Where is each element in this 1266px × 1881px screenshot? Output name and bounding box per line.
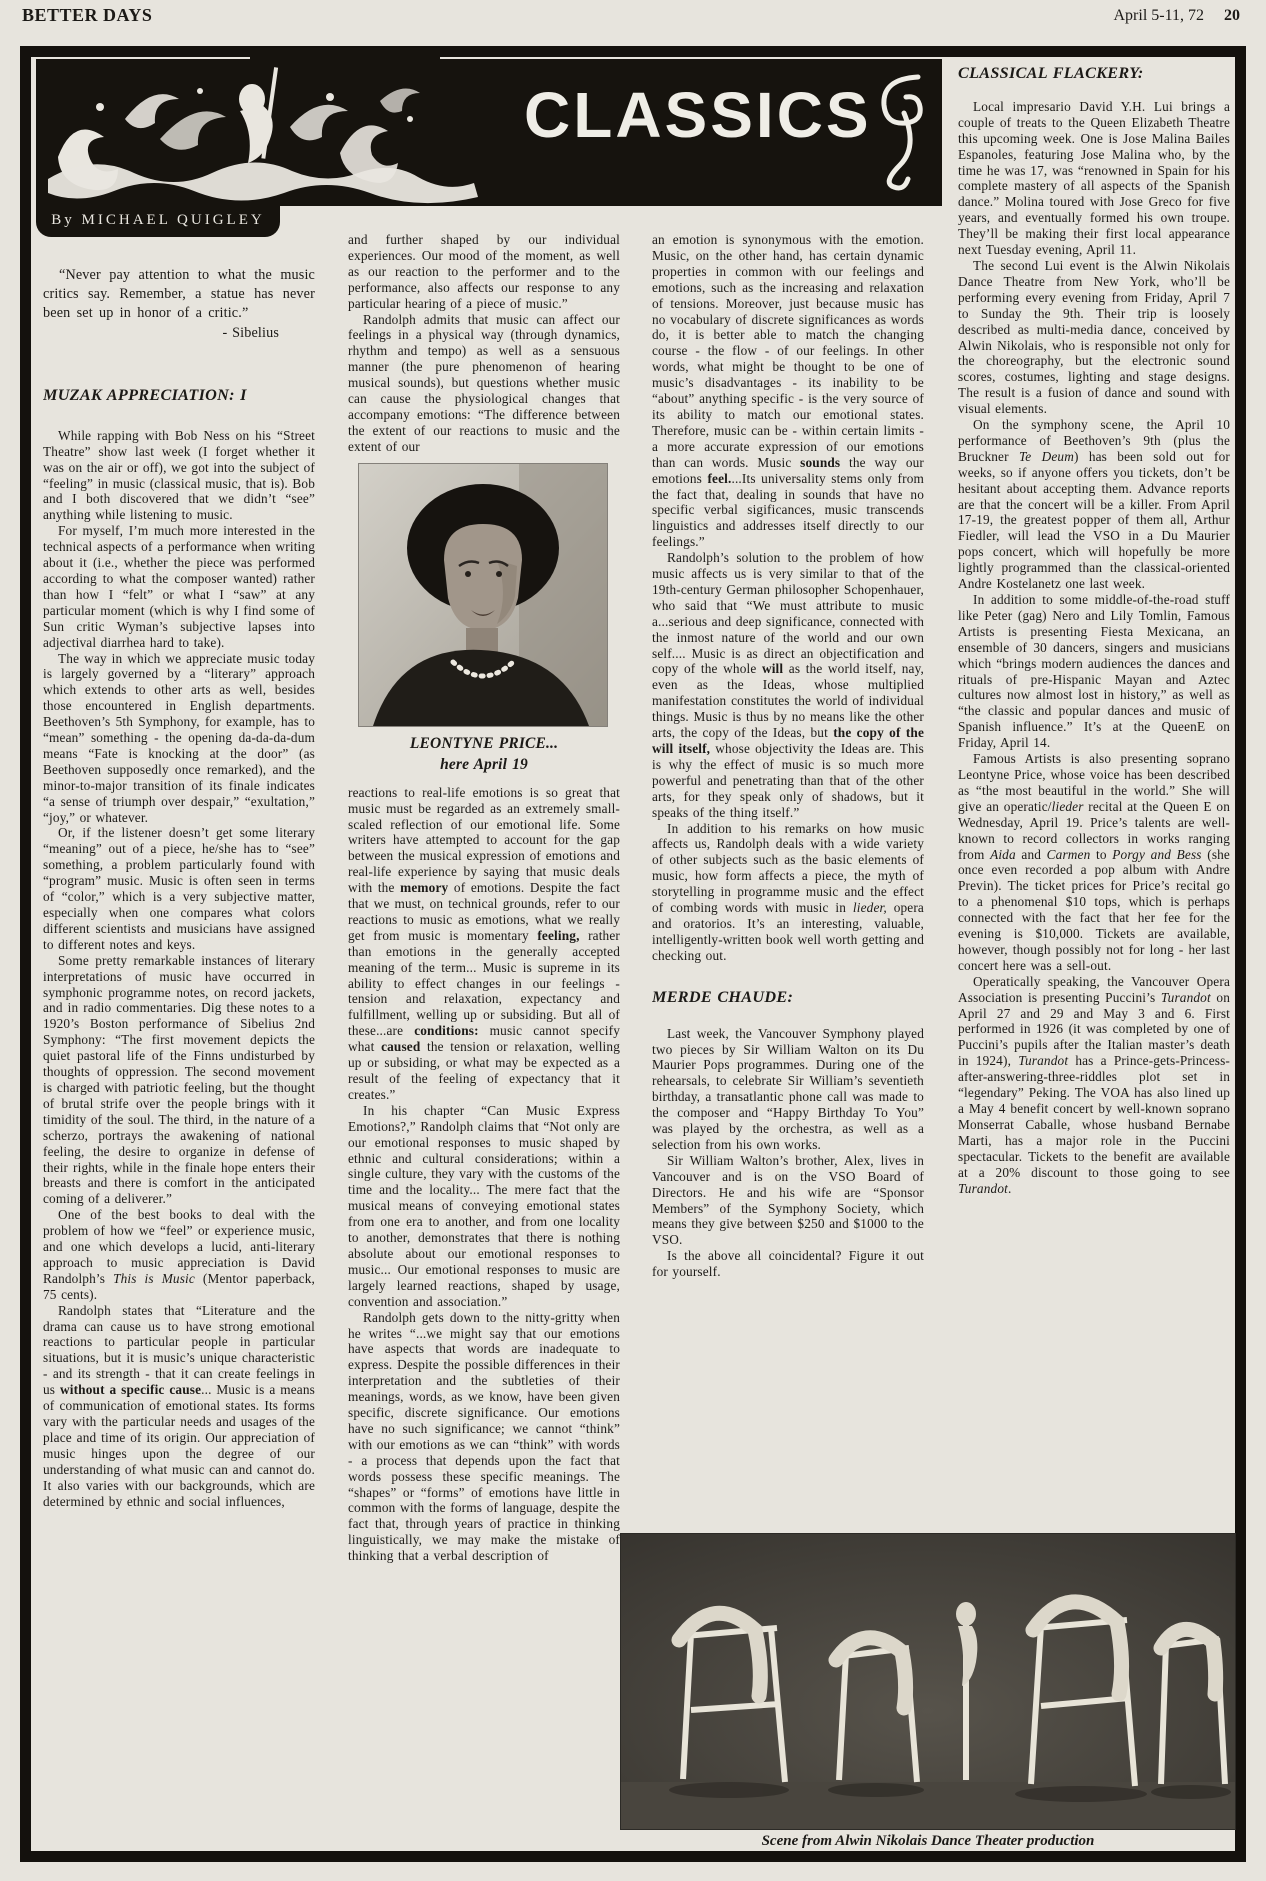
- column2-paragraphs: [348, 1103, 620, 1564]
- column4-paragraphs: [958, 99, 1230, 1197]
- classics-section-banner: [36, 59, 942, 206]
- section-heading-muzak-appreciation: MUZAK APPRECIATION: I: [43, 385, 247, 404]
- masthead-date-line: [1113, 7, 1240, 25]
- column-1: [43, 240, 315, 1845]
- paragraph: an emotion is synonymous with the emotion. Music, on the other hand, has certain dynamic properties in common with our feelings and emotions, such as the increasing and relaxation of tensions. Moreover, just because music has no vocabulary of discrete significances as words do, it is better able to match the changing course - the flow - of our feelings. In other words, what might be thought to be one of music’s disadvantages - its inability to be “about” anything specific - is the very source of its ability to match our emotional states. Therefore, music can be - within certain limits - a more accurate expression of our emotions than can words. Music sounds the way our emotions feel....Its universality stems only from the fact that, dealing in sounds that have no specific verbal sigificances, music transcends linguistics and addresses itself directly to our feelings.”: [652, 232, 924, 550]
- paragraph: Is the above all coincidental? Figure it out for yourself.: [652, 1248, 924, 1280]
- quote-attribution: - Sibelius: [222, 325, 279, 341]
- price-caption-date: here April 19: [440, 755, 528, 773]
- paragraph: Operatically speaking, the Vancouver Opera Association is presenting Puccini’s Turandot on April 27 and 29 and May 3 and 6. First performed in 1926 (it was completed by one of Puccini’s pupils after the Italian master’s death in 1924), Turandot has a Prince-gets-Princess-after-answering-three-riddles plot set in “legendary” Peking. The VOA has also lined up a May 4 benefit concert by well-known soprano Monserrat Caballe, whose husband Bernabe Marti, has a major role in the Puccini spectacular. Tickets to the benefit are available at a 20% discount to those going to see Turandot.: [958, 973, 1230, 1196]
- paragraph: In addition to some middle-of-the-road stuff like Peter (gag) Nero and Lily Tomlin, Famous Artists is presenting Fiesta Mexicana, an ensemble of 30 dancers, singers and musicians which “brings modern audiences the dances and rituals of pre-Hispanic Mayan and Aztec cultures now almost lost in history,” as well as “the classic and popular dances and music of Spanish influence.” It’s at the QueenE on Friday, April 14.: [958, 592, 1230, 751]
- price-photo-caption: [348, 733, 620, 775]
- column3-paragraphs-2: [652, 1026, 924, 1281]
- section-title: CLASSICS: [524, 79, 872, 151]
- paragraph: Sir William Walton’s brother, Alex, lives in Vancouver and is on the VSO Board of Directors. He and his wife are “Sponsor Members” of the Symphony Society, which means they give between $250 and $1000 to the VSO.: [652, 1152, 924, 1248]
- column1-paragraphs: [43, 428, 315, 1510]
- section-heading-classical-flackery: CLASSICAL FLACKERY:: [958, 66, 1144, 82]
- masthead-title: BETTER DAYS: [22, 5, 153, 25]
- leontyne-price-photo: [358, 463, 608, 727]
- paragraph: In addition to his remarks on how music affects us, Randolph deals with a wide variety of other subjects such as the basic elements of music, how form affects a piece, the myth of storytelling in programme music and the effect of combing words with music in lieder, opera and oratorios. It’s an interesting, valuable, intelligently-written book well worth getting and checking out.: [652, 820, 924, 963]
- paragraph: Randolph gets down to the nitty-gritty when he writes “...we might say that our emotions have aspects that words are inadequate to express. Despite the possible differences in their interpretation and the subtleties of their meanings, words, as we know, have been given specific, discrete significance. Our emotions have no such significance; we cannot “think” with our emotions as we can “think” with words - a process that depends upon the fact that words possess these specific meanings. The “shapes” or “forms” of emotions have little in common with the forms of language, despite the fact that, through years of practice in thinking linguistically, we may make the mistake of thinking that a verbal description of: [348, 1309, 620, 1564]
- masthead-date: April 5-11, 72: [1113, 7, 1204, 24]
- column-2: [348, 232, 620, 1847]
- banner-top-step: [250, 48, 440, 60]
- ornament-flourish-icon: [862, 67, 934, 195]
- paragraph: On the symphony scene, the April 10 performance of Beethoven’s 9th (plus the Bruckner Te Deum) has been sold out for weeks, so if anyone offers you tickets, don’t be hesitant about accepting them. Advance reports are that the concert will be a killer. From April 17-19, the greatest popper of them all, Arthur Fiedler, will lead the VSO in a Du Maurier pops concert, which will hopefully be more lightly programmed than the classical-oriented Andre Kostelanetz one last week.: [958, 417, 1230, 592]
- paragraph: reactions to real-life emotions is so great that music must be regarded as an extremely small-scaled reflection of our emotional life. Some writers have attempted to account for the gap between the musical expression of emotions and real-life experience by saying that music deals with the memory of emotions. Despite the fact that we must, on technical grounds, refer to our reactions to music as emotions, what we really get from music is momentary feeling, rather than emotions in the generally accepted meaning of the term... Music is supreme in its ability to effect changes in our feelings - tension and relaxation, expectancy and fulfillment, welling up or subsiding. But all of these...are conditions: music cannot specify what caused the tension or relaxation, welling up or subsiding, or what may be expected as a result of the feeling of expectancy that it creates.”: [348, 784, 620, 1102]
- paragraph: Local impresario David Y.H. Lui brings a couple of treats to the Queen Elizabeth Theatre this upcoming week. One is Jose Malina Bailes Espanoles, featuring Jose Malina who, by the time he was 17, was “renowned in Spain for his complete mastery of all aspects of the Spanish dance.” Molina toured with Jose Greco for five years, and eventually formed his own troupe. They’ll be making their first local appearance next Tuesday evening, April 11.: [958, 98, 1230, 258]
- pull-quote: “Never pay attention to what the music critics say. Remember, a statue has never been set up in honor of a critic.”: [43, 267, 315, 321]
- paragraph: One of the best books to deal with the problem of how we “feel” or experience music, and one which develops a lucid, anti-literary approach to music appreciation is David Randolph’s This is Music (Mentor paperback, 75 cents).: [43, 1207, 315, 1302]
- paragraph: Randolph admits that music can affect our feelings in a physical way (through dynamics, rhythm and tempo) as well as a sensuous manner (the pure phenomenon of hearing musical sounds), but questions whether music can cause the physiological changes that accompany emotions: “The difference between the extent of our reactions to music and the extent of our: [348, 311, 620, 454]
- dance-theater-photo: [620, 1533, 1236, 1830]
- baroque-engraving-artwork: [40, 61, 490, 204]
- dancers-photo-caption: Scene from Alwin Nikolais Dance Theater production: [761, 1833, 1095, 1849]
- column-3: [652, 232, 924, 1527]
- paragraph: Randolph’s solution to the problem of how music affects us is very similar to that of the 19th-century German philosopher Schopenhauer, who said that “We must attribute to music a...serious and deep significance, connected with the inmost nature of the world and our own self.... Music is as direct an objectification and copy of the whole will as the world itself, nay, even as the Ideas, whose multiplied manifestation constitutes the world of individual things. Music is thus by no means like the other arts, the copy of the Ideas, but the copy of the will itself, whose objectivity the Ideas are. This is why the effect of music is so much more powerful and penetrating than that of the other arts, for they speak only of shadows, but it speaks of the thing itself.”: [652, 550, 924, 820]
- paragraph: The way in which we appreciate music today is largely governed by a “literary” approach which extends to other arts as well, besides those encountered in English departments. Beethoven’s 5th Symphony, for example, has to “mean” something - the opening da-da-da-dum means “Fate is knocking at the door” (as Beethoven supposedly once remarked), and the minor-to-major transition of its finale indicates “a sense of triumph over despair,” “exultation,” “joy,” or whatever.: [43, 650, 315, 825]
- column-4: [958, 66, 1230, 1331]
- paragraph: Some pretty remarkable instances of literary interpretations of music have occurred in symphonic programme notes, on record jackets, and in radio commentaries. Dig these notes to a 1920’s Boston performance of Sibelius 2nd Symphony: “The first movement depicts the quiet pastoral life of the Finns undisturbed by thoughts of oppression. The second movement is charged with patriotic feeling, but the thought of brutal strife over the people brings with it timidity of the soul. The third, in the nature of a scherzo, portrays the awakening of national feeling, the desire to organize in defense of their rights, while in the finale hope enters their breasts and there is comfort in the anticipated coming of a deliverer.”: [43, 952, 315, 1207]
- paragraph: Last week, the Vancouver Symphony played two pieces by Sir William Walton on its Du Maurier Pops programmes. During one of the rehearsals, to celebrate Sir William’s seventieth birthday, a transatlantic phone call was made to the composer and “Happy Birthday To You” was played by the orchestra, as well as a selection from his own works.: [652, 1025, 924, 1152]
- byline: By MICHAEL QUIGLEY: [36, 206, 280, 237]
- paragraph: Randolph states that “Literature and the drama can cause us to have strong emotional reactions to particular people in particular situations, but it is music’s unique characteristic - and its strength - that it can create feelings in us without a specific cause... Music is a means of communication of emotional states. Its forms vary with the particular needs and usages of the place and time of its origin. Our appreciation of music hinges upon the degree of our understanding of what music can and cannot do. It also varies with our backgrounds, which are determined by ethnic and social influences,: [43, 1302, 315, 1509]
- section-heading-merde-chaude: MERDE CHAUDE:: [652, 987, 794, 1006]
- paragraph: Famous Artists is also presenting soprano Leontyne Price, whose voice has been described as “the most beautiful in the world.” She will give an operatic/lieder recital at the Queen E on Wednesday, April 19. Price’s talents are well-known to record collectors in works ranging from Aida and Carmen to Porgy and Bess (she once even recorded a pop album with Andre Previn). The ticket prices for Price’s recital go to a phenomenal $10 tops, which is perhaps connected with the fact that her fee for the evening is $10,000. Tickets are available, however, though possibly not for long - her last concert here was a sell-out.: [958, 751, 1230, 973]
- paragraph: The second Lui event is the Alwin Nikolais Dance Theatre from New York, who’ll be performing every evening from Friday, April 7 to Sunday the 9th. Their trip is loosely described as multi-media dance, conceived by Alwin Nikolais, who is responsible not only for the choreography, but the electronic sound scores, costumes, lighting and stage designs. The result is a fusion of dance and sound with visual elements.: [958, 257, 1230, 417]
- paragraph: For myself, I’m much more interested in the technical aspects of a performance when writing about it (i.e., whether the piece was performed according to what the composer wanted) rather than how I “felt” or what I “saw” at any particular moment (which is why I find some of Sun critic Wyman’s subjective lapses into adjectival diarrhea hard to take).: [43, 523, 315, 650]
- paragraph: While rapping with Bob Ness on his “Street Theatre” show last week (I forget whether it was on the air or off), we got into the subject of “feeling” in music (classical music, that is). Bob and I both discovered that we didn’t “see” anything while listening to music.: [43, 427, 315, 523]
- column3-paragraphs: [652, 550, 924, 964]
- paragraph: and further shaped by our individual experiences. Our mood of the moment, as well as our reaction to the performer and to the performance, also affects our response to any particular hearing of a piece of music.”: [348, 232, 620, 311]
- paragraph: In his chapter “Can Music Express Emotions?,” Randolph claims that “Not only are our emotional responses to music shaped by ethnic and cultural considerations; within a single culture, they vary with the customs of the time and the locality... The mere fact that the musical means of conveying emotional states from one era to another, and from one locality to another, demonstrates that there is nothing absolute about our emotional responses to music... Our emotional responses to music are largely learned reactions, shaped by usage, convention and association.”: [348, 1102, 620, 1309]
- price-caption-name: LEONTYNE PRICE...: [409, 734, 559, 752]
- page-number: 20: [1224, 7, 1240, 24]
- paragraph: Or, if the listener doesn’t get some literary “meaning” out of a piece, he/she has to “see” something, a problem particularly found with “program” music. Music is often seen in terms of “color,” which is a very subjective matter, especially when one compares what colors different scientists and musicians have assigned to different notes and keys.: [43, 825, 315, 952]
